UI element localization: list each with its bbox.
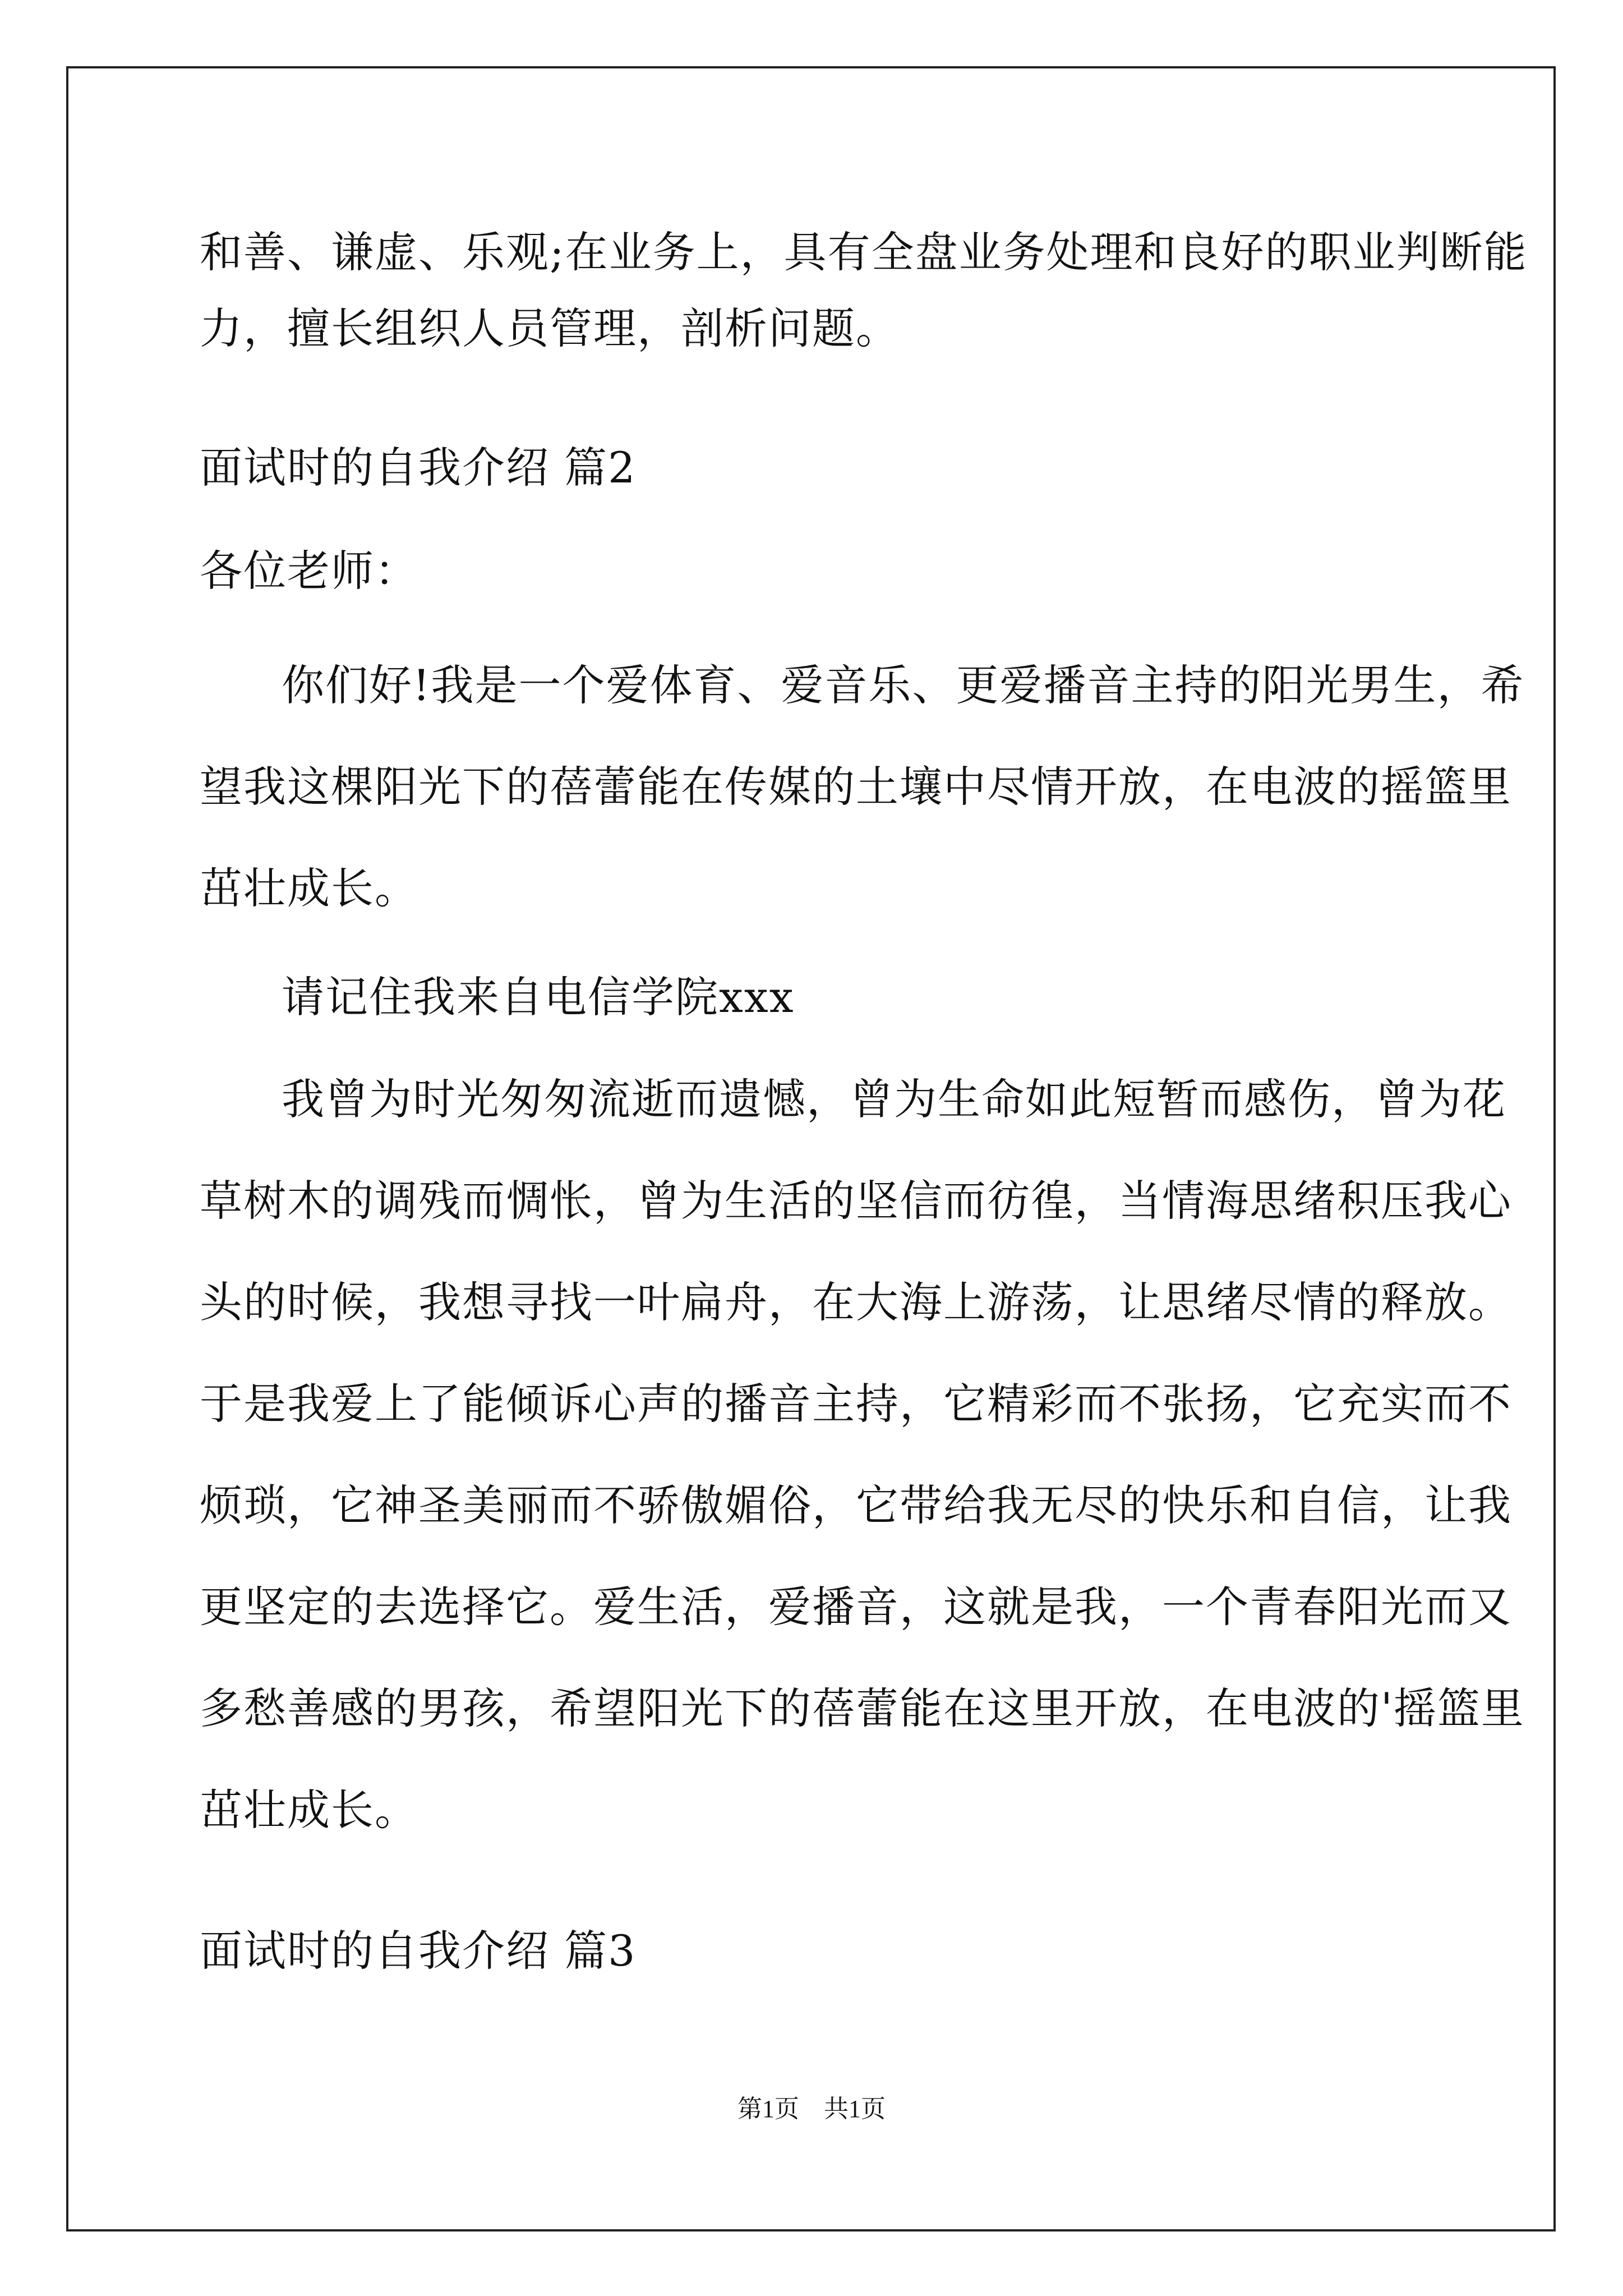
paragraph-line: 茁壮成长。: [200, 1785, 418, 1835]
paragraph-line: 请记住我来自电信学院xxx: [282, 972, 795, 1022]
paragraph-line: 你们好!我是一个爱体育、爱音乐、更爱播音主持的阳光男生，希: [282, 660, 1525, 710]
section-heading: 面试时的自我介绍 篇3: [200, 1926, 637, 1976]
page-footer: 第1页 共1页: [737, 2095, 886, 2123]
paragraph-line: 我曾为时光匆匆流逝而遗憾，曾为生命如此短暂而感伤，曾为花: [282, 1074, 1506, 1124]
paragraph-line: 茁壮成长。: [200, 863, 418, 913]
paragraph-line: 头的时候，我想寻找一叶扁舟，在大海上游荡，让思绪尽情的释放。: [200, 1277, 1512, 1327]
paragraph-line: 力，擅长组织人员管理，剖析问题。: [200, 303, 900, 353]
paragraph-line: 望我这棵阳光下的蓓蕾能在传媒的土壤中尽情开放，在电波的摇篮里: [200, 762, 1512, 812]
salutation: 各位老师：: [200, 546, 418, 596]
paragraph-line: 烦琐，它神圣美丽而不骄傲媚俗，它带给我无尽的快乐和自信，让我: [200, 1480, 1512, 1530]
page-border: [66, 66, 1556, 2231]
paragraph-line: 草树木的调残而惆怅，曾为生活的坚信而彷徨，当情海思绪积压我心: [200, 1176, 1512, 1226]
paragraph-line: 于是我爱上了能倾诉心声的播音主持，它精彩而不张扬，它充实而不: [200, 1379, 1512, 1429]
paragraph-line: 更坚定的去选择它。爱生活，爱播音，这就是我，一个青春阳光而又: [200, 1582, 1512, 1632]
paragraph-line: 和善、谦虚、乐观;在业务上，具有全盘业务处理和良好的职业判断能: [200, 227, 1528, 277]
section-heading: 面试时的自我介绍 篇2: [200, 443, 637, 493]
paragraph-line: 多愁善感的男孩，希望阳光下的蓓蕾能在这里开放，在电波的'摇篮里: [200, 1683, 1525, 1733]
